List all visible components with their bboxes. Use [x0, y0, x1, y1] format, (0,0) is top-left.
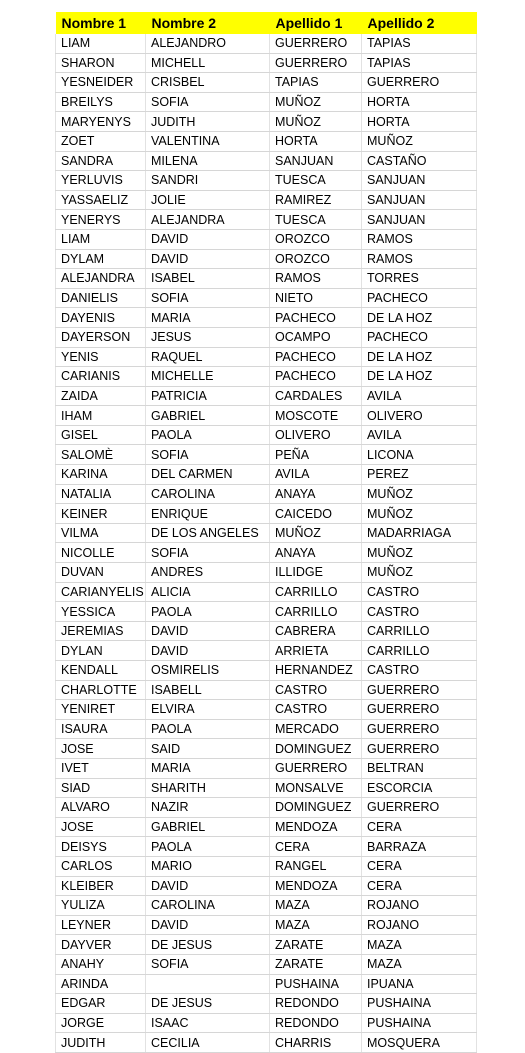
table-row [56, 249, 477, 269]
cell-apellido-1: MUÑOZ [270, 523, 362, 543]
cell-apellido-2: CASTRO [362, 602, 477, 622]
table-row [56, 445, 477, 465]
table-row [56, 327, 477, 347]
cell-nombre-2: ENRIQUE [146, 504, 270, 524]
cell-apellido-1: ANAYA [270, 484, 362, 504]
cell-nombre-1: JOSE [56, 739, 146, 759]
table-row [56, 288, 477, 308]
table-row [56, 465, 477, 485]
cell-apellido-1: TUESCA [270, 171, 362, 191]
cell-nombre-2: DAVID [146, 249, 270, 269]
header-row [56, 12, 477, 34]
cell-nombre-1: SIAD [56, 778, 146, 798]
cell-nombre-2: CAROLINA [146, 896, 270, 916]
cell-apellido-1: CHARRIS [270, 1033, 362, 1053]
cell-apellido-1: GUERRERO [270, 34, 362, 53]
cell-nombre-1: IHAM [56, 406, 146, 426]
table-row [56, 347, 477, 367]
cell-apellido-2: CERA [362, 856, 477, 876]
table-row [56, 700, 477, 720]
cell-nombre-2: CECILIA [146, 1033, 270, 1053]
cell-apellido-2: TAPIAS [362, 53, 477, 73]
cell-nombre-2: GABRIEL [146, 817, 270, 837]
cell-nombre-1: DANIELIS [56, 288, 146, 308]
cell-apellido-2: LICONA [362, 445, 477, 465]
cell-nombre-2: ANDRES [146, 563, 270, 583]
table-row [56, 34, 477, 53]
cell-apellido-2: PUSHAINA [362, 1013, 477, 1033]
cell-apellido-1: ARRIETA [270, 641, 362, 661]
cell-nombre-2: DAVID [146, 641, 270, 661]
cell-nombre-1: GISEL [56, 425, 146, 445]
cell-nombre-1: CARIANYELIS [56, 582, 146, 602]
cell-nombre-2: NAZIR [146, 798, 270, 818]
cell-nombre-1: BREILYS [56, 92, 146, 112]
cell-apellido-1: CARRILLO [270, 602, 362, 622]
cell-apellido-1: REDONDO [270, 994, 362, 1014]
cell-nombre-2 [146, 974, 270, 994]
table-row [56, 661, 477, 681]
cell-nombre-1: SALOMÈ [56, 445, 146, 465]
cell-nombre-2: SOFIA [146, 543, 270, 563]
table-row [56, 53, 477, 73]
cell-apellido-2: DE LA HOZ [362, 367, 477, 387]
cell-apellido-2: PUSHAINA [362, 994, 477, 1014]
cell-apellido-2: MADARRIAGA [362, 523, 477, 543]
table-row [56, 92, 477, 112]
cell-apellido-2: BELTRAN [362, 758, 477, 778]
names-table [55, 12, 477, 1053]
cell-apellido-1: MENDOZA [270, 876, 362, 896]
cell-nombre-1: CARIANIS [56, 367, 146, 387]
cell-nombre-2: DAVID [146, 621, 270, 641]
cell-apellido-1: HERNANDEZ [270, 661, 362, 681]
cell-nombre-2: ISABEL [146, 269, 270, 289]
cell-apellido-1: ZARATE [270, 935, 362, 955]
cell-nombre-1: CHARLOTTE [56, 680, 146, 700]
table-row [56, 817, 477, 837]
cell-apellido-1: RANGEL [270, 856, 362, 876]
cell-apellido-1: PEÑA [270, 445, 362, 465]
cell-apellido-2: IPUANA [362, 974, 477, 994]
cell-apellido-1: RAMOS [270, 269, 362, 289]
cell-nombre-2: PAOLA [146, 602, 270, 622]
cell-nombre-1: YESSICA [56, 602, 146, 622]
cell-nombre-1: YENIS [56, 347, 146, 367]
cell-apellido-2: MUÑOZ [362, 543, 477, 563]
table-row [56, 73, 477, 93]
cell-apellido-1: GUERRERO [270, 53, 362, 73]
cell-nombre-1: YENERYS [56, 210, 146, 230]
cell-nombre-2: PAOLA [146, 719, 270, 739]
cell-nombre-2: SHARITH [146, 778, 270, 798]
cell-apellido-2: ROJANO [362, 896, 477, 916]
header-apellido-2: Apellido 2 [362, 12, 477, 34]
cell-apellido-2: CERA [362, 817, 477, 837]
cell-nombre-2: VALENTINA [146, 131, 270, 151]
cell-apellido-1: ANAYA [270, 543, 362, 563]
cell-apellido-2: TORRES [362, 269, 477, 289]
cell-apellido-2: DE LA HOZ [362, 347, 477, 367]
cell-nombre-2: PAOLA [146, 837, 270, 857]
cell-nombre-2: ALEJANDRA [146, 210, 270, 230]
cell-nombre-2: CAROLINA [146, 484, 270, 504]
cell-apellido-1: PACHECO [270, 367, 362, 387]
cell-apellido-2: GUERRERO [362, 700, 477, 720]
cell-nombre-1: DYLAM [56, 249, 146, 269]
cell-nombre-1: SANDRA [56, 151, 146, 171]
cell-nombre-2: JUDITH [146, 112, 270, 132]
cell-apellido-2: CASTRO [362, 582, 477, 602]
cell-apellido-2: MUÑOZ [362, 131, 477, 151]
cell-nombre-2: RAQUEL [146, 347, 270, 367]
cell-nombre-1: KARINA [56, 465, 146, 485]
cell-nombre-2: ISABELL [146, 680, 270, 700]
cell-apellido-1: MOSCOTE [270, 406, 362, 426]
cell-apellido-2: PACHECO [362, 288, 477, 308]
cell-apellido-1: MONSALVE [270, 778, 362, 798]
table-row [56, 131, 477, 151]
table-row [56, 798, 477, 818]
table-row [56, 602, 477, 622]
cell-nombre-1: VILMA [56, 523, 146, 543]
cell-nombre-2: CRISBEL [146, 73, 270, 93]
cell-apellido-2: SANJUAN [362, 210, 477, 230]
cell-apellido-2: MAZA [362, 954, 477, 974]
cell-apellido-2: MAZA [362, 935, 477, 955]
table-row [56, 954, 477, 974]
cell-nombre-2: MARIO [146, 856, 270, 876]
cell-nombre-1: JUDITH [56, 1033, 146, 1053]
cell-nombre-1: ARINDA [56, 974, 146, 994]
cell-apellido-2: PEREZ [362, 465, 477, 485]
cell-nombre-1: DUVAN [56, 563, 146, 583]
table-row [56, 229, 477, 249]
cell-nombre-1: JEREMIAS [56, 621, 146, 641]
table-row [56, 210, 477, 230]
cell-apellido-1: CASTRO [270, 700, 362, 720]
cell-nombre-1: ZOET [56, 131, 146, 151]
cell-nombre-2: SOFIA [146, 288, 270, 308]
cell-apellido-2: MUÑOZ [362, 484, 477, 504]
cell-nombre-2: DE LOS ANGELES [146, 523, 270, 543]
cell-apellido-1: TAPIAS [270, 73, 362, 93]
cell-nombre-1: IVET [56, 758, 146, 778]
table-row [56, 856, 477, 876]
cell-apellido-2: MUÑOZ [362, 563, 477, 583]
cell-nombre-1: KENDALL [56, 661, 146, 681]
cell-apellido-1: PUSHAINA [270, 974, 362, 994]
cell-apellido-2: DE LA HOZ [362, 308, 477, 328]
cell-apellido-1: PACHECO [270, 347, 362, 367]
header-nombre-2: Nombre 2 [146, 12, 270, 34]
cell-apellido-2: MOSQUERA [362, 1033, 477, 1053]
table-row [56, 406, 477, 426]
cell-nombre-1: DAYVER [56, 935, 146, 955]
table-row [56, 680, 477, 700]
cell-apellido-2: CERA [362, 876, 477, 896]
cell-nombre-1: ZAIDA [56, 386, 146, 406]
cell-nombre-2: SOFIA [146, 92, 270, 112]
cell-apellido-2: CASTAÑO [362, 151, 477, 171]
table-row [56, 484, 477, 504]
cell-apellido-1: CARDALES [270, 386, 362, 406]
cell-apellido-2: MUÑOZ [362, 504, 477, 524]
cell-nombre-1: YULIZA [56, 896, 146, 916]
cell-nombre-2: OSMIRELIS [146, 661, 270, 681]
cell-apellido-2: HORTA [362, 92, 477, 112]
cell-apellido-1: MERCADO [270, 719, 362, 739]
cell-nombre-1: CARLOS [56, 856, 146, 876]
cell-nombre-2: MILENA [146, 151, 270, 171]
cell-nombre-2: JOLIE [146, 190, 270, 210]
cell-apellido-2: CARRILLO [362, 641, 477, 661]
table-row [56, 641, 477, 661]
table-row [56, 915, 477, 935]
cell-nombre-2: DE JESUS [146, 994, 270, 1014]
cell-nombre-2: ALEJANDRO [146, 34, 270, 53]
cell-apellido-2: CARRILLO [362, 621, 477, 641]
table-row [56, 523, 477, 543]
cell-nombre-1: LEYNER [56, 915, 146, 935]
table-row [56, 994, 477, 1014]
cell-nombre-2: ELVIRA [146, 700, 270, 720]
cell-apellido-1: ILLIDGE [270, 563, 362, 583]
cell-nombre-2: PATRICIA [146, 386, 270, 406]
cell-nombre-2: DAVID [146, 876, 270, 896]
cell-apellido-2: RAMOS [362, 229, 477, 249]
cell-apellido-1: TUESCA [270, 210, 362, 230]
cell-apellido-1: MAZA [270, 915, 362, 935]
table-row [56, 151, 477, 171]
cell-apellido-2: SANJUAN [362, 171, 477, 191]
cell-nombre-2: MARIA [146, 758, 270, 778]
cell-apellido-1: MUÑOZ [270, 112, 362, 132]
table-body [56, 34, 477, 1052]
cell-nombre-1: YERLUVIS [56, 171, 146, 191]
table-row [56, 739, 477, 759]
cell-nombre-1: YESNEIDER [56, 73, 146, 93]
table-row [56, 269, 477, 289]
cell-apellido-2: GUERRERO [362, 73, 477, 93]
cell-apellido-1: OROZCO [270, 229, 362, 249]
table-row [56, 778, 477, 798]
cell-apellido-1: CASTRO [270, 680, 362, 700]
cell-apellido-1: MUÑOZ [270, 92, 362, 112]
cell-apellido-1: CERA [270, 837, 362, 857]
table-row [56, 425, 477, 445]
cell-nombre-1: DYLAN [56, 641, 146, 661]
cell-nombre-1: NATALIA [56, 484, 146, 504]
cell-nombre-2: ISAAC [146, 1013, 270, 1033]
cell-apellido-2: GUERRERO [362, 680, 477, 700]
cell-nombre-1: KEINER [56, 504, 146, 524]
cell-nombre-1: MARYENYS [56, 112, 146, 132]
table-row [56, 974, 477, 994]
cell-apellido-2: RAMOS [362, 249, 477, 269]
cell-apellido-1: CARRILLO [270, 582, 362, 602]
cell-apellido-1: MENDOZA [270, 817, 362, 837]
table-row [56, 543, 477, 563]
table-row [56, 504, 477, 524]
cell-apellido-2: TAPIAS [362, 34, 477, 53]
cell-nombre-2: SOFIA [146, 954, 270, 974]
cell-apellido-2: BARRAZA [362, 837, 477, 857]
cell-nombre-2: DAVID [146, 915, 270, 935]
table-row [56, 935, 477, 955]
cell-apellido-2: AVILA [362, 425, 477, 445]
cell-nombre-2: SANDRI [146, 171, 270, 191]
table-row [56, 896, 477, 916]
cell-nombre-1: YENIRET [56, 700, 146, 720]
header-nombre-1: Nombre 1 [56, 12, 146, 34]
cell-nombre-2: DAVID [146, 229, 270, 249]
cell-apellido-1: ZARATE [270, 954, 362, 974]
cell-apellido-2: PACHECO [362, 327, 477, 347]
cell-apellido-1: PACHECO [270, 308, 362, 328]
cell-apellido-2: AVILA [362, 386, 477, 406]
header-apellido-1: Apellido 1 [270, 12, 362, 34]
cell-nombre-1: SHARON [56, 53, 146, 73]
cell-nombre-1: JORGE [56, 1013, 146, 1033]
table-row [56, 563, 477, 583]
cell-apellido-2: SANJUAN [362, 190, 477, 210]
cell-nombre-2: MARIA [146, 308, 270, 328]
cell-apellido-2: OLIVERO [362, 406, 477, 426]
cell-apellido-1: OCAMPO [270, 327, 362, 347]
cell-apellido-1: RAMIREZ [270, 190, 362, 210]
cell-nombre-2: DEL CARMEN [146, 465, 270, 485]
cell-nombre-1: YASSAELIZ [56, 190, 146, 210]
cell-nombre-2: GABRIEL [146, 406, 270, 426]
cell-nombre-2: MICHELL [146, 53, 270, 73]
cell-apellido-1: HORTA [270, 131, 362, 151]
cell-nombre-2: PAOLA [146, 425, 270, 445]
cell-apellido-2: HORTA [362, 112, 477, 132]
cell-apellido-1: CABRERA [270, 621, 362, 641]
cell-apellido-2: ROJANO [362, 915, 477, 935]
cell-nombre-1: JOSE [56, 817, 146, 837]
table-row [56, 171, 477, 191]
cell-apellido-1: MAZA [270, 896, 362, 916]
cell-apellido-2: CASTRO [362, 661, 477, 681]
cell-nombre-2: JESUS [146, 327, 270, 347]
cell-nombre-2: MICHELLE [146, 367, 270, 387]
cell-nombre-1: DEISYS [56, 837, 146, 857]
cell-nombre-1: LIAM [56, 229, 146, 249]
cell-nombre-2: SAID [146, 739, 270, 759]
cell-apellido-2: GUERRERO [362, 798, 477, 818]
table-row [56, 190, 477, 210]
cell-apellido-1: DOMINGUEZ [270, 798, 362, 818]
cell-nombre-2: SOFIA [146, 445, 270, 465]
cell-apellido-1: OROZCO [270, 249, 362, 269]
cell-nombre-1: DAYENIS [56, 308, 146, 328]
cell-nombre-1: ALEJANDRA [56, 269, 146, 289]
table-row [56, 112, 477, 132]
cell-nombre-1: ANAHY [56, 954, 146, 974]
cell-nombre-1: EDGAR [56, 994, 146, 1014]
cell-nombre-2: ALICIA [146, 582, 270, 602]
table-row [56, 621, 477, 641]
cell-apellido-1: OLIVERO [270, 425, 362, 445]
cell-apellido-2: GUERRERO [362, 739, 477, 759]
table-row [56, 876, 477, 896]
table-row [56, 308, 477, 328]
cell-apellido-1: CAICEDO [270, 504, 362, 524]
cell-apellido-2: ESCORCIA [362, 778, 477, 798]
table-row [56, 1013, 477, 1033]
cell-apellido-1: AVILA [270, 465, 362, 485]
table-row [56, 386, 477, 406]
table-row [56, 582, 477, 602]
cell-nombre-1: NICOLLE [56, 543, 146, 563]
table-row [56, 1033, 477, 1053]
cell-apellido-1: NIETO [270, 288, 362, 308]
cell-nombre-1: ISAURA [56, 719, 146, 739]
table-row [56, 758, 477, 778]
cell-nombre-1: ALVARO [56, 798, 146, 818]
cell-nombre-1: LIAM [56, 34, 146, 53]
table-row [56, 837, 477, 857]
table-row [56, 719, 477, 739]
cell-apellido-1: GUERRERO [270, 758, 362, 778]
table-row [56, 367, 477, 387]
cell-nombre-1: KLEIBER [56, 876, 146, 896]
cell-apellido-1: REDONDO [270, 1013, 362, 1033]
cell-nombre-1: DAYERSON [56, 327, 146, 347]
cell-apellido-1: DOMINGUEZ [270, 739, 362, 759]
cell-nombre-2: DE JESUS [146, 935, 270, 955]
cell-apellido-2: GUERRERO [362, 719, 477, 739]
cell-apellido-1: SANJUAN [270, 151, 362, 171]
